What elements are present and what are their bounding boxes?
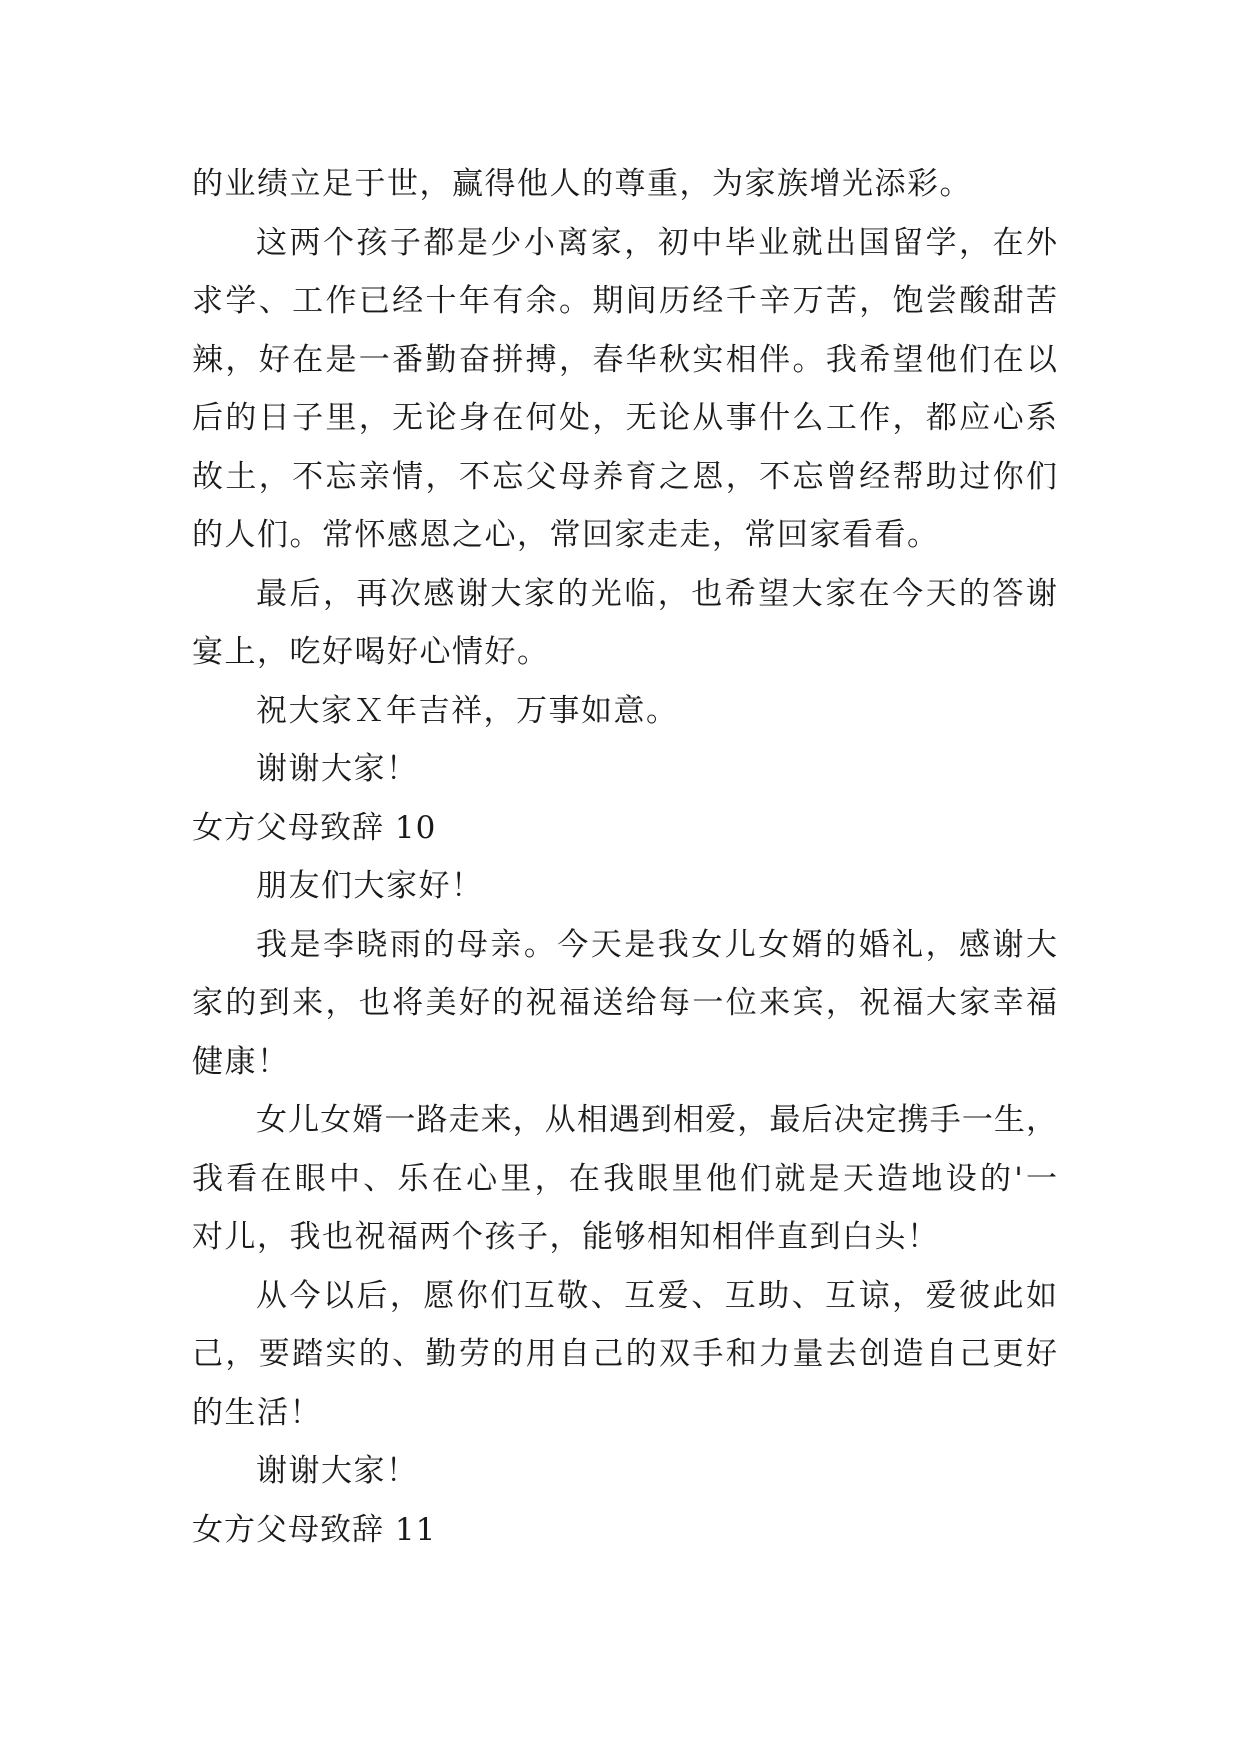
paragraph-line: 朋友们大家好！ — [256, 868, 484, 904]
paragraph-line: 谢谢大家！ — [256, 751, 419, 787]
paragraph-line: 健康！ — [192, 1043, 290, 1080]
paragraph-line: 宴上，吃好喝好心情好。 — [192, 634, 550, 670]
paragraph-line: 家的到来，也将美好的祝福送给每一位来宾，祝福大家幸福 — [192, 985, 1057, 1021]
section-heading: 女方父母致辞 10 — [192, 809, 437, 846]
paragraph-line: 我看在眼中、乐在心里，在我眼里他们就是天造地设的'一 — [192, 1160, 1057, 1197]
paragraph-line: 后的日子里，无论身在何处，无论从事什么工作，都应心系 — [192, 400, 1057, 436]
paragraph-line: 祝大家Ｘ年吉祥，万事如意。 — [256, 692, 679, 729]
document-body — [192, 155, 1057, 1559]
paragraph-line: 从今以后，愿你们互敬、互爱、互助、互谅，爱彼此如 — [256, 1277, 1057, 1314]
paragraph-line: 对儿，我也祝福两个孩子，能够相知相伴直到白头！ — [192, 1219, 940, 1255]
paragraph-line: 最后，再次感谢大家的光临，也希望大家在今天的答谢 — [256, 575, 1057, 612]
paragraph-line: 女儿女婿一路走来，从相遇到相爱，最后决定携手一生， — [256, 1102, 1057, 1138]
paragraph-line: 求学、工作已经十年有余。期间历经千辛万苦，饱尝酸甜苦 — [192, 283, 1057, 319]
paragraph-line: 的业绩立足于世，赢得他人的尊重，为家族增光添彩。 — [192, 166, 972, 202]
paragraph-line: 谢谢大家！ — [256, 1453, 419, 1489]
paragraph-line: 己，要踏实的、勤劳的用自己的双手和力量去创造自己更好 — [192, 1336, 1057, 1372]
section-heading: 女方父母致辞 11 — [192, 1511, 437, 1548]
paragraph-line: 辣，好在是一番勤奋拼搏，春华秋实相伴。我希望他们在以 — [192, 341, 1057, 378]
paragraph-line: 这两个孩子都是少小离家，初中毕业就出国留学，在外 — [256, 224, 1057, 261]
paragraph-line: 我是李晓雨的母亲。今天是我女儿女婿的婚礼，感谢大 — [256, 926, 1057, 963]
paragraph-line: 的生活！ — [192, 1394, 322, 1431]
paragraph-line: 故土，不忘亲情，不忘父母养育之恩，不忘曾经帮助过你们 — [192, 458, 1057, 495]
paragraph-line: 的人们。常怀感恩之心，常回家走走，常回家看看。 — [192, 517, 940, 553]
